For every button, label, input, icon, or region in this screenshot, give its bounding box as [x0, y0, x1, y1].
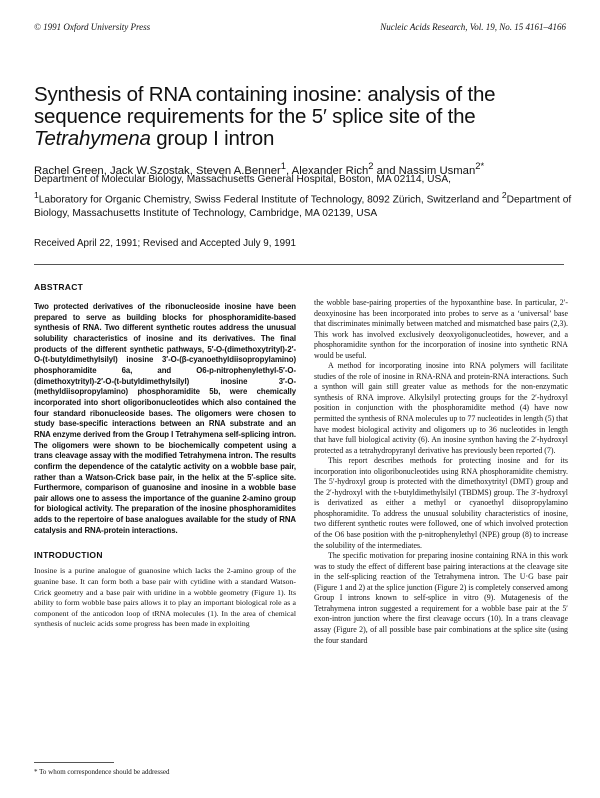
received-dates: Received April 22, 1991; Revised and Accepted July 9, 1991: [34, 238, 296, 249]
introduction-text: Inosine is a purine analogue of guanosine which lacks the 2-amino group of the guanine base. It can form both a base pair with cytidine with a standard Watson-Crick geometry and a base pair with uridine in a wobble geometry (Figure 1). Its ability to form wobble base pairs allows it to play an important biological role as a component of the anticodon loop of tRNA molecules (1). In the area of chemical synthesis of nucleic acids some progress has been made in exploiting: [34, 566, 296, 629]
left-column: [34, 282, 296, 630]
paragraph-2: A method for incorporating inosine into RNA polymers will facilitate studies of the role of inosine in RNA-RNA and protein-RNA interactions. Such a synthon will gain still greater value as methods for the non-enzymatic synthesis of RNA improve. Alkylsilyl protecting groups for the 2′-hydroxyl position in conjunction with the phosphoramidite method (4) have now permitted the synthesis of RNA molecules up to 77 nucleotides in length (5) that have modest biological activity and oligomers up to 36 nucleotides in length that have full biological activity (6). An inosine synthon having the 2′-hydroxyl protected as a tetrahydropyranyl derivative has previously been reported (7).: [314, 361, 568, 455]
running-header: [34, 22, 566, 36]
divider-rule: [34, 264, 564, 265]
footnote: * To whom correspondence should be addressed: [34, 768, 170, 776]
affiliation-2: $^1$Laboratory for Organic Chemistry, Swiss Federal Institute of Technology, 8092 Zürich, Switzerland and $^2$Department of Biology, Massachusetts Institute of Technology, Cambridge, MA 02139, USA: [34, 189, 572, 220]
right-column: [314, 298, 568, 646]
footnote-rule: [34, 762, 114, 763]
paragraph-3: This report describes methods for protecting inosine and for its incorporation into oligoribonucleotides using RNA phosphoramidite chemistry. The 5′-hydroxyl group is protected with the dimethoxytrityl (DMT) group and the 2′-hydroxyl with the t-butyldimethylsilyl (TBDMS) group. The 3′-hydroxyl is derivatized as either a methyl or cyanoethyl diisopropylamino phosphoramidite. To address the unusual solubility characteristics of inosine, two different synthetic routes were followed, one of which involved protection of the O6 base position with the p-nitrophenylethyl (NPE) group (8) to increase the solubility of the intermediates.: [314, 456, 568, 550]
author-list: Rachel Green, Jack W.Szostak, Steven A.Benner$^1$, Alexander Rich$^2$ and Nassim Usman$^{2*}$: [34, 160, 485, 177]
copyright-line: © 1991 Oxford University Press: [34, 22, 151, 32]
introduction-heading: INTRODUCTION: [34, 550, 103, 561]
journal-citation: Nucleic Acids Research, Vol. 19, No. 15 4161–4166: [380, 22, 566, 32]
paragraph-1: the wobble base-pairing properties of the hypoxanthine base. In particular, 2′-deoxyinosine has been incorporated into probes to serve as a ‘universal’ base that discriminates minimally between matched and mismatched base pairs (2,3). This work has involved exclusively deoxyoligonucleotides, however, and a phosphoramidite synthon for the incorporation of inosine into synthetic RNA would be useful.: [314, 298, 568, 360]
abstract-text: Two protected derivatives of the ribonucleoside inosine have been prepared to serve as building blocks for phosphoramidite-based synthesis of RNA. Two different synthetic routes address the unusual solubility characteristics of inosine and its derivatives. The final products of the different synthetic pathways, 5′-O-(dimethoxytrityl)-2′-O-(t-butyldimethylsilyl) inosine 3′-O-(β-cyanoethyldiisopropylamino) phosphoramidite 6a, and O6-p-nitrophenylethyl-5′-O-(dimethoxytrityl)-2′-O-(t-butyldimethylsilyl) inosine 3′-O-(methyldiisopropylamino) phosphoramidite 5b, were chemically incorporated into short oligoribonucleotides which also contained the four standard ribonucleoside bases. The oligomers were chosen to study base-specific interactions between an RNA substrate and an RNA enzyme derived from the Group I Tetrahymena self-splicing intron. The oligomers were shown to be biochemically competent using a trans cleavage assay with the modified Tetrahymena intron. The results confirm the dependence of the catalytic activity on a wobble base pair, rather than a Watson-Crick base pair, in the helix at the 5′-splice site. Furthermore, comparison of guanosine and inosine in a wobble base pair allows one to assess the importance of the guanine 2-amino group for biological activity. The preparation of the inosine phosphoramidites adds to the repertoire of base analogues available for the study of RNA catalysis and RNA-protein interactions.: [34, 302, 296, 535]
abstract-heading: ABSTRACT: [34, 282, 84, 292]
paragraph-4: The specific motivation for preparing inosine containing RNA in this work was to study the effect of different base pairing interactions at the cleavage site in the self-splicing reaction of the Tetrahymena intron. The U·G base pair (Figure 1 and 2) at the splice junction (Figure 2) is completely conserved among Group I introns known to self-splice in vitro (9). Mutagenesis of the Tetrahymena intron suggested a requirement for a wobble base pair at the 5′ exon-intron junction where the first cleavage occurs (10). In a trans cleavage assay (Figure 2), of all possible base pair combinations at the splice site (using the four standard: [314, 551, 568, 645]
paper-title: Synthesis of RNA containing inosine: analysis of the sequence requirements for the 5′ splice site of the Tetrahymena group I intron: [34, 83, 496, 150]
affiliation-1: Department of Molecular Biology, Massachusetts General Hospital, Boston, MA 02114, USA,: [34, 174, 451, 185]
affiliations: [34, 173, 574, 222]
